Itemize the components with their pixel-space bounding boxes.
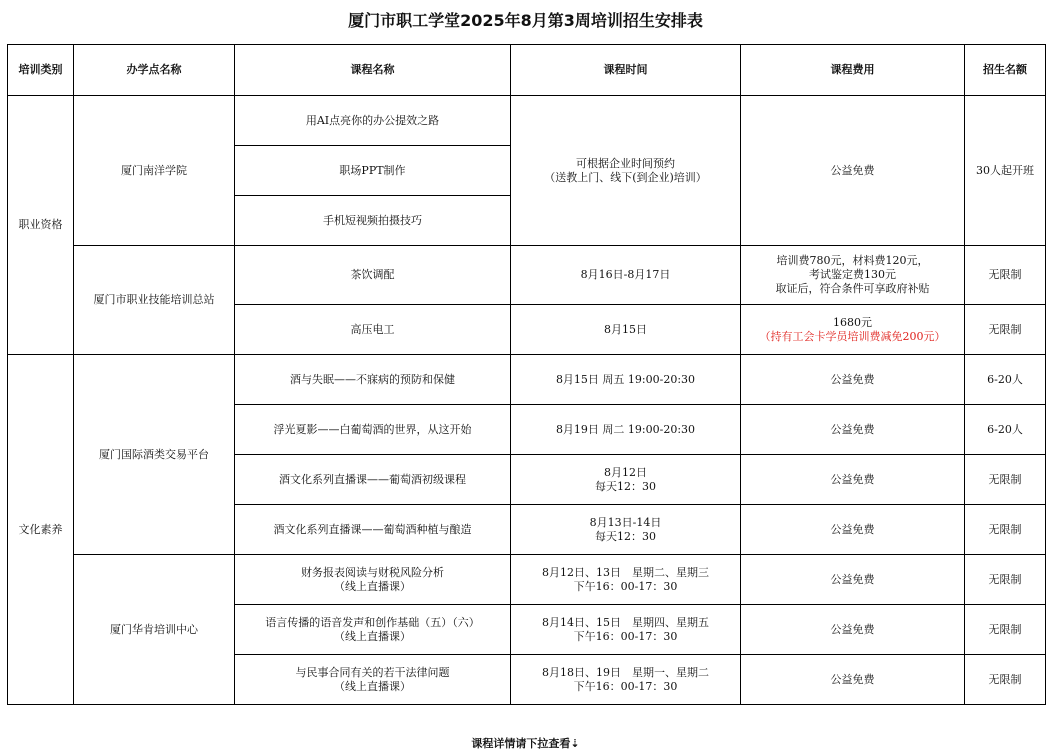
time-cell: 8月19日 周二 19:00-20:30 xyxy=(511,405,741,455)
school-cell: 厦门南洋学院 xyxy=(74,96,235,246)
time-line: 8月12日、13日 星期二、星期三 xyxy=(542,565,709,579)
header-quota: 招生名额 xyxy=(965,45,1046,96)
course-line: （线上直播课） xyxy=(334,629,411,643)
fee-line: 取证后，符合条件可享政府补贴 xyxy=(775,282,930,295)
time-line: 下午16：00-17：30 xyxy=(573,629,678,643)
fee-line: 培训费780元，材料费120元， xyxy=(776,254,929,267)
course-line: （线上直播课） xyxy=(334,579,411,593)
time-line: 每天12：30 xyxy=(595,479,656,493)
course-cell: 职场PPT制作 xyxy=(235,146,511,196)
header-course: 课程名称 xyxy=(235,45,511,96)
time-cell xyxy=(511,605,741,655)
schedule-table xyxy=(7,44,1046,705)
course-cell: 酒文化系列直播课——葡萄酒种植与酿造 xyxy=(235,505,511,555)
school-cell: 厦门国际酒类交易平台 xyxy=(74,355,235,555)
category-cell: 职业资格 xyxy=(8,96,74,355)
course-cell: 用AI点亮你的办公提效之路 xyxy=(235,96,511,146)
time-cell xyxy=(511,455,741,505)
time-cell xyxy=(511,655,741,705)
time-line: 8月14日、15日 星期四、星期五 xyxy=(542,615,709,629)
course-line: 财务报表阅读与财税风险分析 xyxy=(301,565,444,579)
time-line: 可根据企业时间预约 xyxy=(576,156,675,170)
table-row xyxy=(8,96,1046,146)
quota-cell: 无限制 xyxy=(965,505,1046,555)
fee-cell: 公益免费 xyxy=(741,96,965,246)
course-cell xyxy=(235,655,511,705)
fee-line: 1680元 xyxy=(833,315,872,329)
header-time: 课程时间 xyxy=(511,45,741,96)
course-line: （线上直播课） xyxy=(334,679,411,693)
quota-cell: 6-20人 xyxy=(965,355,1046,405)
school-cell: 厦门华肯培训中心 xyxy=(74,555,235,705)
fee-cell: 公益免费 xyxy=(741,655,965,705)
fee-cell xyxy=(741,246,965,305)
table-row xyxy=(8,355,1046,405)
time-line: 8月18日、19日 星期一、星期二 xyxy=(542,665,709,679)
fee-cell: 公益免费 xyxy=(741,505,965,555)
time-line: 下午16：00-17：30 xyxy=(573,579,678,593)
fee-cell: 公益免费 xyxy=(741,405,965,455)
page-title: 厦门市职工学堂2025年8月第3周培训招生安排表 xyxy=(348,11,703,30)
time-cell: 8月16日-8月17日 xyxy=(511,246,741,305)
quota-cell: 30人起开班 xyxy=(965,96,1046,246)
fee-cell: 公益免费 xyxy=(741,355,965,405)
quota-cell: 无限制 xyxy=(965,455,1046,505)
scroll-hint: 课程详情请下拉查看⇣ xyxy=(471,737,580,750)
course-cell xyxy=(235,605,511,655)
table-row xyxy=(8,246,1046,305)
quota-cell: 无限制 xyxy=(965,555,1046,605)
course-cell: 浮光夏影——白葡萄酒的世界，从这开始 xyxy=(235,405,511,455)
course-cell: 酒文化系列直播课——葡萄酒初级课程 xyxy=(235,455,511,505)
course-line: 语言传播的语音发声和创作基础（五）（六） xyxy=(265,615,480,629)
school-cell: 厦门市职业技能培训总站 xyxy=(74,246,235,355)
quota-cell: 无限制 xyxy=(965,605,1046,655)
time-line: （送教上门、线下(到企业)培训） xyxy=(544,170,707,184)
time-cell: 8月15日 xyxy=(511,305,741,355)
quota-cell: 无限制 xyxy=(965,305,1046,355)
time-cell: 8月15日 周五 19:00-20:30 xyxy=(511,355,741,405)
fee-cell xyxy=(741,305,965,355)
course-cell: 茶饮调配 xyxy=(235,246,511,305)
time-line: 8月13日-14日 xyxy=(589,515,662,529)
header-fee: 课程费用 xyxy=(741,45,965,96)
time-line: 8月12日 xyxy=(604,465,647,479)
fee-cell: 公益免费 xyxy=(741,605,965,655)
fee-line: 考试鉴定费130元 xyxy=(809,268,896,281)
fee-cell: 公益免费 xyxy=(741,455,965,505)
course-cell xyxy=(235,555,511,605)
fee-cell: 公益免费 xyxy=(741,555,965,605)
quota-cell: 无限制 xyxy=(965,655,1046,705)
header-category: 培训类别 xyxy=(8,45,74,96)
header-school: 办学点名称 xyxy=(74,45,235,96)
table-row xyxy=(8,555,1046,605)
course-cell: 高压电工 xyxy=(235,305,511,355)
course-cell: 酒与失眠——不寐病的预防和保健 xyxy=(235,355,511,405)
time-line: 下午16：00-17：30 xyxy=(573,679,678,693)
time-line: 每天12：30 xyxy=(595,529,656,543)
table-header-row xyxy=(8,45,1046,96)
fee-discount-note: （持有工会卡学员培训费减免200元） xyxy=(759,329,946,343)
quota-cell: 无限制 xyxy=(965,246,1046,305)
quota-cell: 6-20人 xyxy=(965,405,1046,455)
course-cell: 手机短视频拍摄技巧 xyxy=(235,196,511,246)
time-cell xyxy=(511,555,741,605)
course-line: 与民事合同有关的若干法律问题 xyxy=(295,665,450,679)
time-cell xyxy=(511,505,741,555)
time-cell xyxy=(511,96,741,246)
category-cell: 文化素养 xyxy=(8,355,74,705)
